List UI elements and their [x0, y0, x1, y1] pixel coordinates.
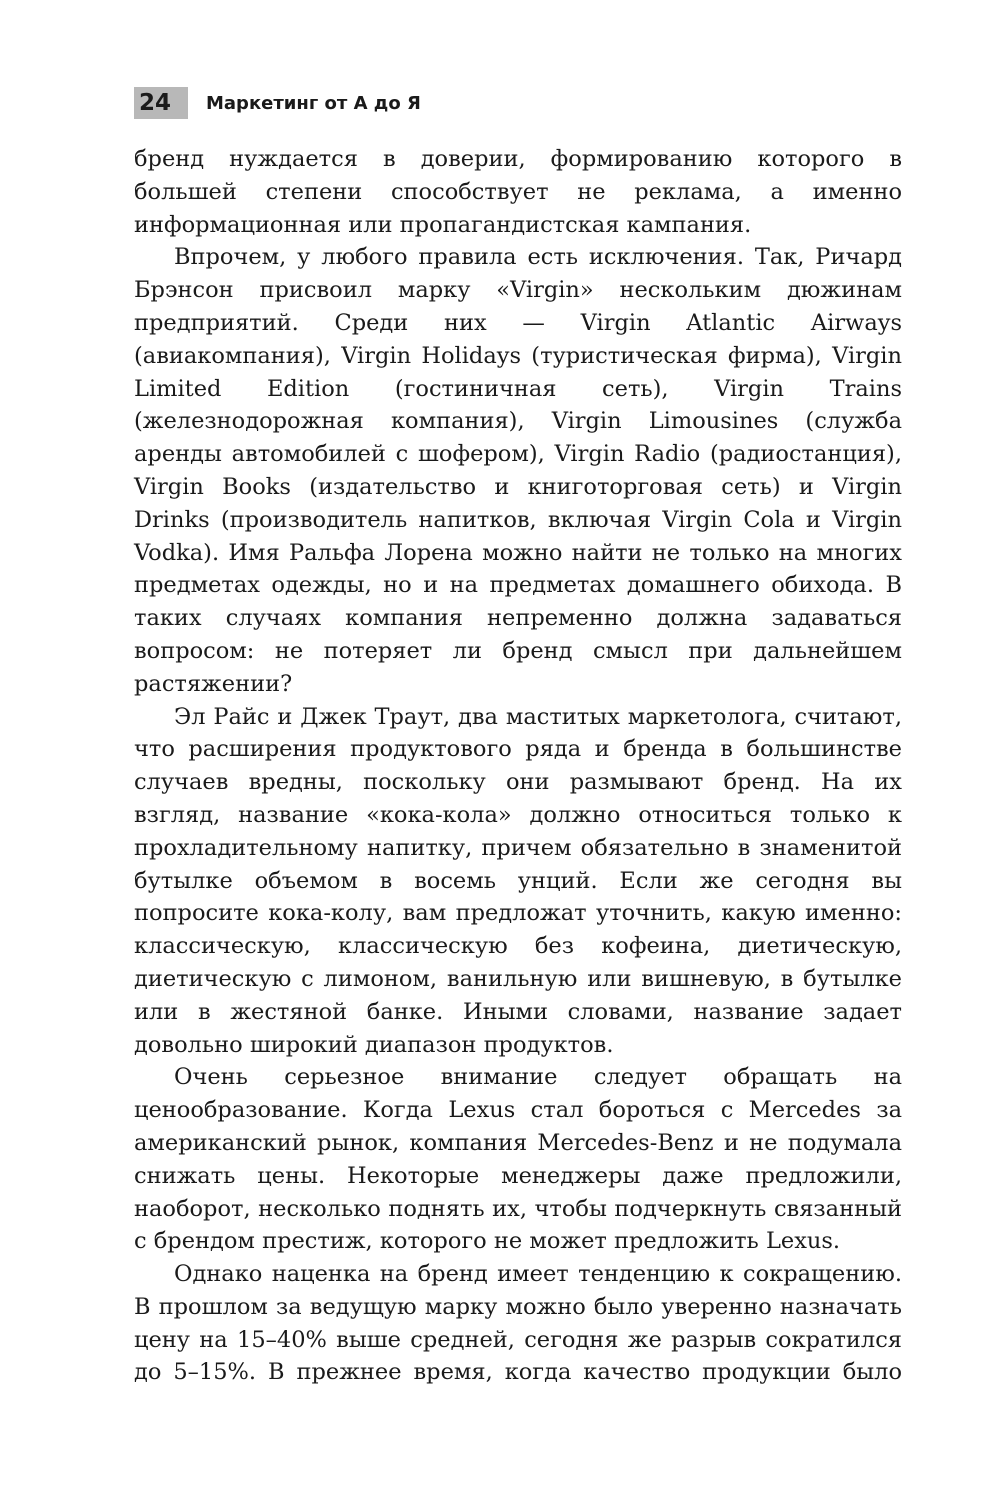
page-number: 24	[134, 87, 188, 119]
body-text	[134, 143, 902, 1389]
paragraph-brand-premium: Однако наценка на бренд имеет тенденцию к сокращению. В прошлом за ведущую марку можно было уверенно назначать цену на 15–40% выше средней, сегодня же разрыв сократился до 5–15%. В прежнее время, когда качество продукции было	[134, 1261, 902, 1386]
book-title: Маркетинг от А до Я	[206, 92, 421, 114]
paragraph-continuation: бренд нуждается в доверии, формированию которого в большей степени способствует не реклама, а именно информационная или пропагандистская кампания.	[134, 146, 902, 238]
paragraph-pricing: Очень серьезное внимание следует обращать на ценообразование. Когда Lexus стал бороться с Mercedes за американский рынок, компания Mercedes-Benz и не подумала снижать цены. Некоторые менеджеры даже предложили, наоборот, несколько поднять их, чтобы подчеркнуть связанный с брендом престиж, которого не может предложить Lexus.	[134, 1064, 902, 1255]
paragraph-ries-trout: Эл Райс и Джек Траут, два маститых маркетолога, считают, что расширения продуктового ряда и бренда в большинстве случаев вредны, поскольку они размывают бренд. На их взгляд, название «кока-кола» должно относиться только к прохладительному напитку, причем обязательно в знаменитой бутылке объемом в восемь унций. Если же сегодня вы попросите кока-колу, вам предложат уточнить, какую именно: классическую, классическую без кофеина, диетическую, диетическую с лимоном, ванильную или вишневую, в бутылке или в жестяной банке. Иными словами, название задает довольно широкий диапазон продуктов.	[134, 703, 902, 1058]
running-head	[134, 86, 421, 120]
paragraph-virgin-exceptions: Впрочем, у любого правила есть исключения. Так, Ричард Брэнсон присвоил марку «Virgin» нескольким дюжинам предприятий. Среди них — Virgin Atlantic Airways (авиакомпания), Virgin Holidays (туристическая фирма), Virgin Limited Edition (гостиничная сеть), Virgin Trains (железнодорожная компания), Virgin Limousines (служба аренды автомобилей с шофером), Virgin Radio (радиостанция), Virgin Books (издательство и книготорговая сеть) и Virgin Drinks (производитель напитков, включая Virgin Cola и Virgin Vodka). Имя Ральфа Лорена можно найти не только на многих предметах одежды, но и на предметах домашнего обихода. В таких случаях компания непременно должна задаваться вопросом: не потеряет ли бренд смысл при дальнейшем растяжении?	[134, 244, 902, 697]
